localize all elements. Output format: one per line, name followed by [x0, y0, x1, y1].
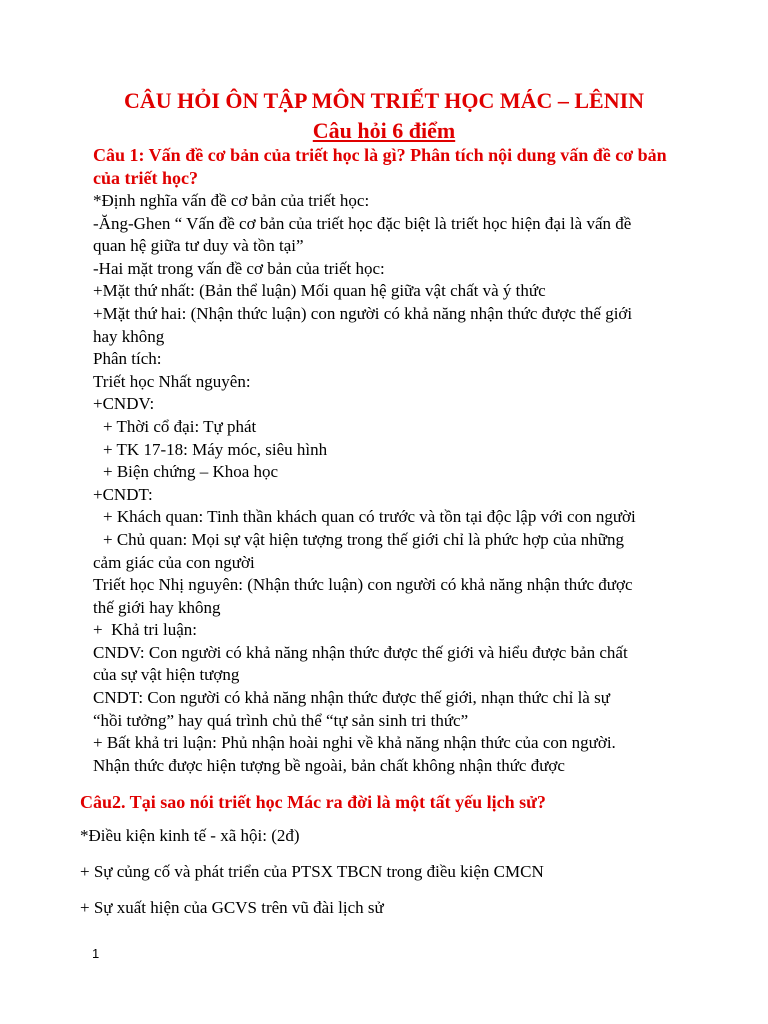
text-line: +Mặt thứ nhất: (Bản thể luận) Mối quan hệ giữa vật chất và ý thức: [93, 281, 546, 301]
text-line: *Định nghĩa vấn đề cơ bản của triết học:: [93, 191, 370, 210]
question-2-paragraph: + Sự củng cố và phát triển của PTSX TBCN trong điều kiện CMCN: [80, 862, 544, 881]
page-number: 1: [92, 946, 100, 961]
text-line: hay không: [93, 326, 165, 346]
text-line: +CNDV:: [93, 394, 155, 414]
text-line: Phân tích:: [93, 349, 162, 369]
text-line: + Chủ quan: Mọi sự vật hiện tượng trong thế giới chỉ là phức hợp của những: [103, 529, 625, 549]
text-line: + Biện chứng – Khoa học: [103, 462, 279, 482]
text-line: + Bất khả tri luận: Phủ nhận hoài nghi về khả năng nhận thức của con người.: [93, 733, 616, 753]
text-line: + TK 17-18: Máy móc, siêu hình: [103, 439, 328, 459]
text-line: +Mặt thứ hai: (Nhận thức luận) con người có khả năng nhận thức được thế giới: [93, 303, 633, 323]
text-line: + Khách quan: Tinh thần khách quan có trước và tồn tại độc lập với con người: [103, 507, 636, 527]
text-line: + Khả tri luận:: [93, 620, 198, 640]
text-line: Triết học Nhất nguyên:: [93, 371, 251, 391]
text-line: CNDV: Con người có khả năng nhận thức được thế giới và hiểu được bản chất: [93, 642, 628, 662]
question-2-heading: Câu2. Tại sao nói triết học Mác ra đời là một tất yếu lịch sử?: [80, 792, 546, 812]
text-line: “hồi tưởng” hay quá trình chủ thể “tự sản sinh tri thức”: [93, 710, 469, 730]
text-line: +CNDT:: [93, 484, 153, 504]
question-2-paragraph: *Điều kiện kinh tế - xã hội: (2đ): [80, 826, 300, 845]
text-line: của sự vật hiện tượng: [93, 665, 240, 685]
text-line: thế giới hay không: [93, 597, 221, 617]
question-1-body: [93, 190, 733, 777]
text-line: + Thời cổ đại: Tự phát: [103, 416, 257, 436]
question-2-paragraph: + Sự xuất hiện của GCVS trên vũ đài lịch sử: [80, 898, 384, 917]
text-line: Nhận thức được hiện tượng bề ngoài, bản chất không nhận thức được: [93, 755, 565, 775]
text-line: -Ăng-Ghen “ Vấn đề cơ bản của triết học đặc biệt là triết học hiện đại là vấn đề: [93, 213, 632, 233]
text-line: quan hệ giữa tư duy và tồn tại”: [93, 236, 304, 256]
section-subtitle: Câu hỏi 6 điểm: [312, 118, 456, 143]
text-line: -Hai mặt trong vấn đề cơ bản của triết học:: [93, 258, 385, 278]
text-line: CNDT: Con người có khả năng nhận thức được thế giới, nhạn thức chỉ là sự: [93, 688, 610, 708]
question-1-heading: Câu 1: Vấn đề cơ bản của triết học là gì? Phân tích nội dung vấn đề cơ bản của triết học?: [93, 145, 667, 188]
document-title: CÂU HỎI ÔN TẬP MÔN TRIẾT HỌC MÁC – LÊNIN: [123, 88, 645, 113]
text-line: Triết học Nhị nguyên: (Nhận thức luận) con người có khả năng nhận thức được: [93, 575, 633, 595]
text-line: cảm giác của con người: [93, 552, 255, 572]
